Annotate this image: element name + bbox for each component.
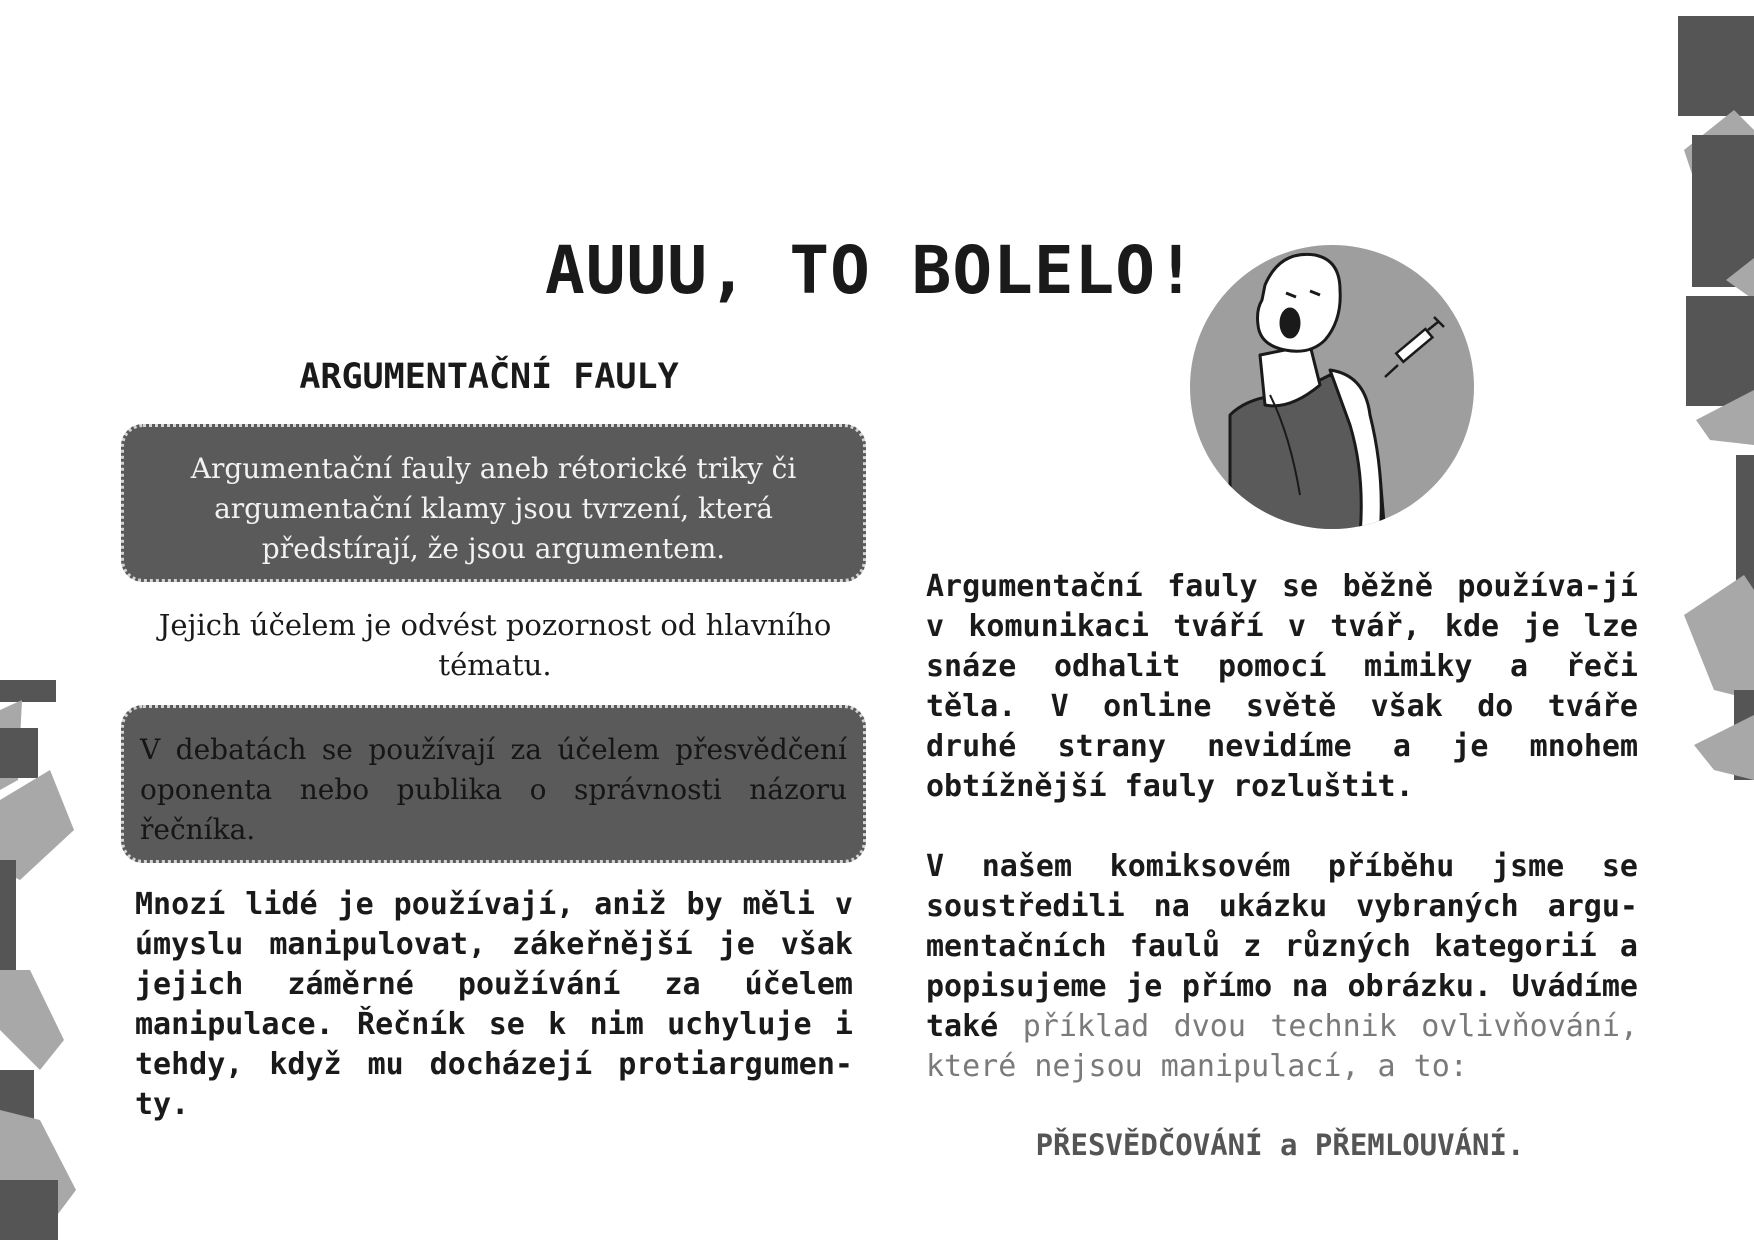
definition-box — [121, 424, 866, 582]
comic-story-text: V našem komiksovém příběhu jsme se soustředili na ukázku vybraných argu-mentačních faulů z různých kategorií a popisujeme je přímo na obrázku. Uvádíme také — [926, 849, 1638, 1044]
page-title: AUUU, TO BOLELO! — [545, 232, 1197, 309]
definition-text: Argumentační fauly aneb rétorické triky či argumentační klamy jsou tvrzení, která předstírají, že jsou argumentem. — [190, 452, 797, 565]
decoration-right-edge — [1674, 0, 1754, 1240]
influence-techniques-text: příklad dvou technik ovlivňování, které nejsou manipulací, a to: — [926, 1009, 1639, 1084]
section-subtitle: ARGUMENTAČNÍ FAULY — [299, 357, 679, 397]
manipulation-paragraph: Mnozí lidé je používají, aniž by měli v úmyslu manipulovat, zákeřnější je však jejich záměrné používání za účelem manipulace. Řečník se k nim uchyluje i tehdy, když mu docházejí protiargumen-ty. — [135, 887, 853, 1122]
debate-box — [121, 705, 866, 863]
screaming-person-illustration — [1190, 245, 1475, 530]
decoration-left-edge — [0, 670, 80, 1240]
persuasion-footer: PŘESVĚDČOVÁNÍ a PŘEMLOUVÁNÍ. — [1035, 1128, 1525, 1162]
purpose-text: Jejich účelem je odvést pozornost od hlavního tématu. — [158, 608, 832, 682]
debate-text: V debatách se používají za účelem přesvědčení oponenta nebo publika o správnosti názoru řečníka. — [140, 733, 847, 846]
comic-story-paragraph — [926, 847, 1638, 1087]
online-fouls-paragraph: Argumentační fauly se běžně používa-jí v komunikaci tváří v tvář, kde je lze snáze odhalit pomocí mimiky a řeči těla. V online světě však do tváře druhé strany nevidíme a je mnohem obtížnější fauly rozluštit. — [926, 569, 1638, 804]
